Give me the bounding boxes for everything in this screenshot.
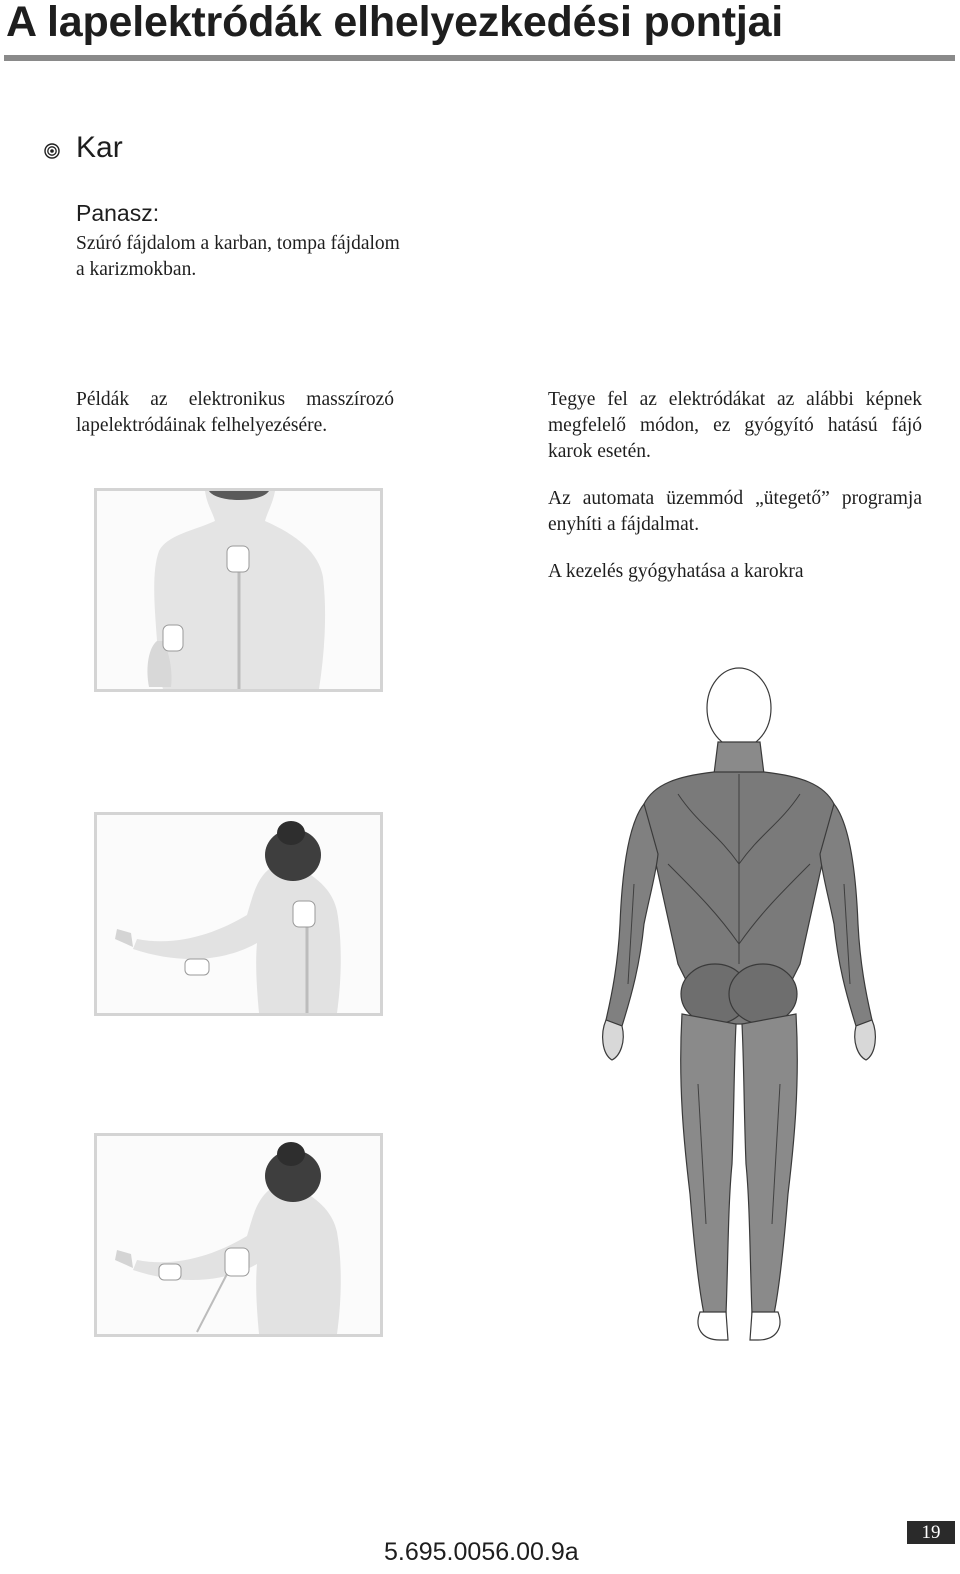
- complaint-label: Panasz:: [76, 200, 160, 226]
- complaint-text: Szúró fájdalom a karban, tompa fájdalom a karizmokban.: [76, 233, 400, 280]
- examples-text: Példák az elektronikus masszírozó lapelektródáinak felhelyezésére.: [76, 389, 394, 436]
- auto-mode-text: Az automata üzemmód „ütegető” programja enyhíti a fájdalmat.: [548, 488, 922, 535]
- electrode-placement-photo-back: [94, 488, 383, 692]
- muscle-anatomy-figure: [598, 664, 880, 1346]
- electrode-pad: [227, 546, 249, 572]
- electrode-placement-photo-upper-arm: [94, 1133, 383, 1337]
- title-underline-rule: [4, 55, 955, 61]
- double-circle-bullet-icon: [44, 143, 60, 159]
- treatment-effect-text: A kezelés gyógyhatása a karokra: [548, 561, 804, 582]
- section-title: Kar: [76, 131, 123, 164]
- instructions-text: Tegye fel az elektródákat az alábbi képnek megfelelő módon, ez gyógyító hatású fájó karok esetén.: [548, 389, 922, 462]
- electrode-pad: [225, 1248, 249, 1276]
- electrode-pad: [185, 959, 209, 975]
- page-title: A lapelektródák elhelyezkedési pontjai: [6, 0, 784, 46]
- page-number: 19: [907, 1521, 955, 1544]
- electrode-placement-photo-arm-extended: [94, 812, 383, 1016]
- electrode-pad: [163, 625, 183, 651]
- electrode-pad: [293, 901, 315, 927]
- document-code: 5.695.0056.00.9a: [384, 1538, 579, 1566]
- electrode-pad: [159, 1264, 181, 1280]
